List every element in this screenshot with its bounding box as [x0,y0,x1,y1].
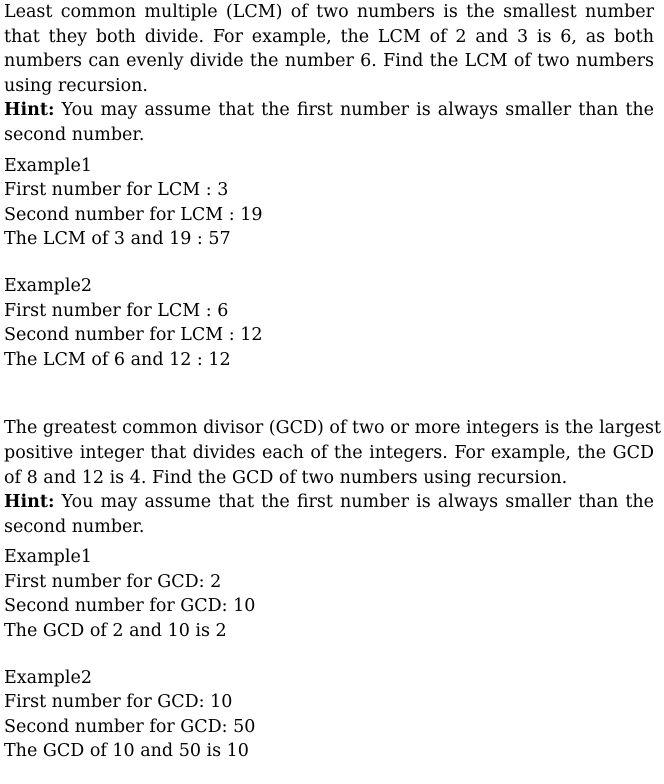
lcm-hint-line: second number. [4,124,145,145]
lcm-example-2 [4,274,654,372]
lcm-hint-paragraph [4,98,654,147]
lcm-hint-text: You may assume that the first number is always smaller than the [54,100,654,121]
example-title: Example2 [4,275,92,296]
gcd-hint-label: Hint: [4,492,55,513]
gcd-hint-line [4,490,654,515]
example-result: The GCD of 10 and 50 is 10 [4,741,249,762]
example-title: Example1 [4,155,92,176]
lcm-intro-line: Least common multiple (LCM) of two numbers is the smallest number [4,2,654,22]
example-first-number: First number for GCD: 2 [4,571,222,592]
example-second-number: Second number for LCM : 12 [4,325,263,346]
lcm-section [4,0,654,372]
example-title: Example1 [4,547,92,568]
gcd-section [4,416,662,764]
lcm-intro-line: using recursion. [4,75,148,96]
gcd-intro-line: The greatest common divisor (GCD) of two or more integers is the largest [4,418,662,439]
example-result: The GCD of 2 and 10 is 2 [4,621,227,642]
example-second-number: Second number for GCD: 10 [4,596,256,617]
example-result: The LCM of 6 and 12 : 12 [4,349,231,370]
gcd-intro-line: positive integer that divides each of the integers. For example, the GCD [4,442,654,463]
example-second-number: Second number for LCM : 19 [4,204,263,225]
example-first-number: First number for LCM : 3 [4,180,229,201]
gcd-hint-line: second number. [4,516,145,537]
lcm-intro-paragraph [4,0,654,98]
lcm-intro-line: numbers can evenly divide the number 6. Find the LCM of two numbers [4,51,654,72]
gcd-intro-paragraph [4,416,662,490]
lcm-hint-label: Hint: [4,100,55,121]
gcd-example-2 [4,666,654,764]
gcd-intro-line: of 8 and 12 is 4. Find the GCD of two numbers using recursion. [4,467,568,488]
gcd-hint-paragraph [4,490,654,539]
example-result: The LCM of 3 and 19 : 57 [4,229,231,250]
example-first-number: First number for LCM : 6 [4,300,229,321]
lcm-intro-line: that they both divide. For example, the LCM of 2 and 3 is 6, as both [4,26,654,47]
lcm-example-1 [4,154,654,252]
example-second-number: Second number for GCD: 50 [4,716,256,737]
gcd-hint-text: You may assume that the first number is always smaller than the [54,492,654,513]
example-first-number: First number for GCD: 10 [4,692,233,713]
document-page [4,0,662,764]
gcd-example-1 [4,545,654,643]
example-title: Example2 [4,667,92,688]
lcm-hint-line [4,98,654,123]
